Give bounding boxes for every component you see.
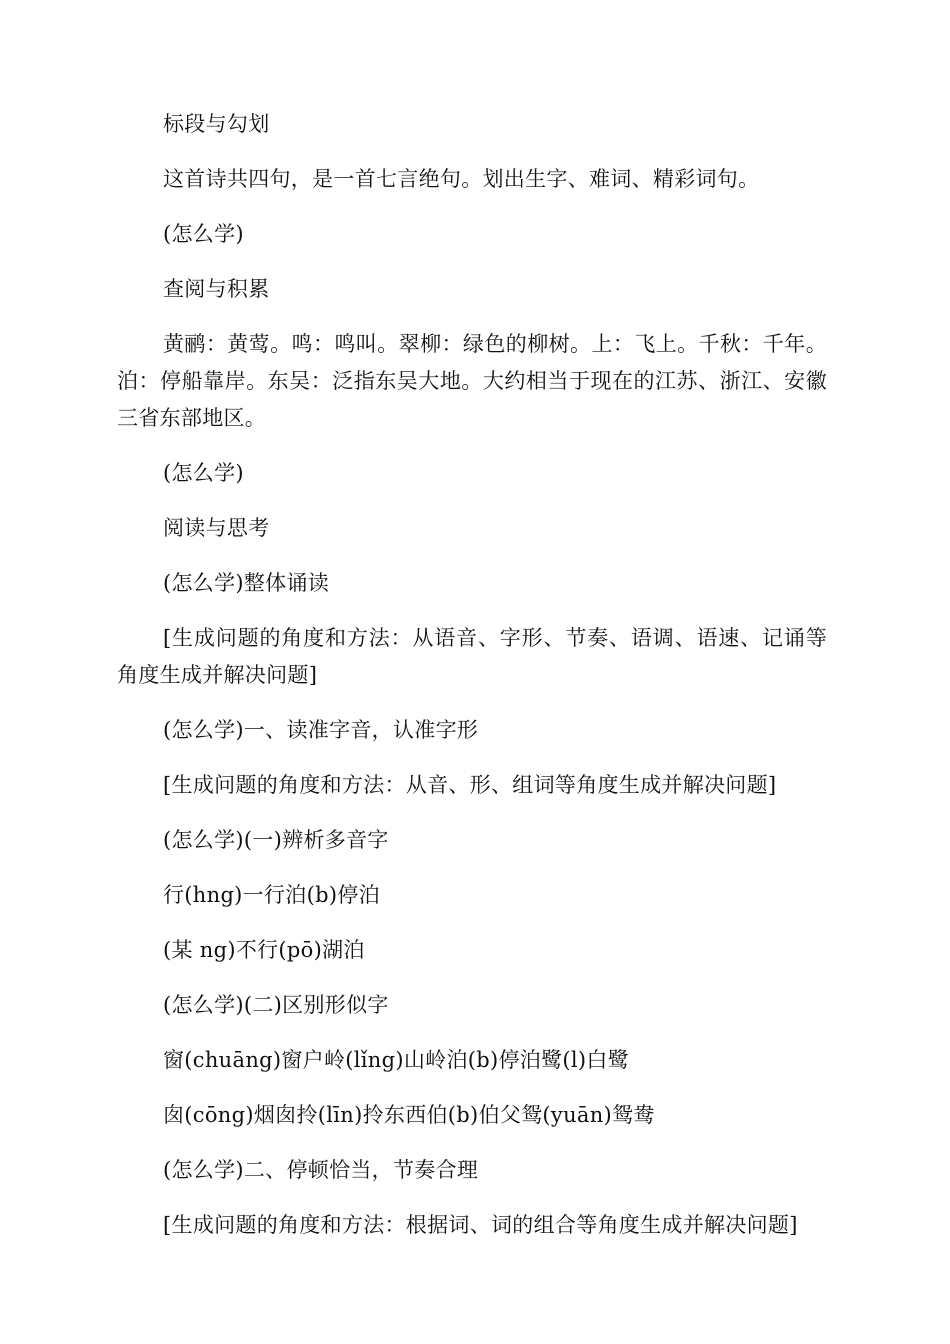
paragraph-method-note: [生成问题的角度和方法：根据词、词的组合等角度生成并解决问题] [163,1213,798,1237]
paragraph-similar-chars-line-2: 囱(cōng)烟囱拎(līn)拎东西伯(b)伯父鸳(yuān)鸳鸯 [163,1103,655,1127]
section-heading-lookup: 查阅与积累 [163,277,270,301]
paragraph-vocabulary: 黄鹂：黄莺。鸣：鸣叫。翠柳：绿色的柳树。上：飞上。千秋：千年。泊：停船靠岸。东吴：泛指东吴大地。大约相当于现在的江苏、浙江、安徽三省东部地区。 [117,332,827,430]
paragraph-method-note: [生成问题的角度和方法：从音、形、组词等角度生成并解决问题] [163,773,777,797]
how-to-learn-label: (怎么学) [163,222,244,246]
paragraph-similar-chars: (怎么学)(二)区别形似字 [163,993,389,1017]
section-heading-reading: 阅读与思考 [163,516,270,540]
how-to-learn-label: (怎么学) [163,461,244,485]
paragraph-polyphonic-line-1: 行(hng)一行泊(b)停泊 [163,883,380,907]
paragraph-similar-chars-line-1: 窗(chuāng)窗户岭(lǐng)山岭泊(b)停泊鹭(l)白鹭 [163,1048,629,1072]
paragraph-overall-recitation: (怎么学)整体诵读 [163,571,330,595]
paragraph-step-one: (怎么学)一、读准字音，认准字形 [163,718,479,742]
paragraph-method-note: [生成问题的角度和方法：从语音、字形、节奏、语调、语速、记诵等角度生成并解决问题] [117,626,827,687]
paragraph-polyphonic: (怎么学)(一)辨析多音字 [163,828,389,852]
paragraph-poem-intro: 这首诗共四句，是一首七言绝句。划出生字、难词、精彩词句。 [163,167,760,191]
document-body [117,106,827,1262]
paragraph-polyphonic-line-2: (某 ng)不行(pō)湖泊 [163,938,365,962]
section-heading-marking: 标段与勾划 [163,112,270,136]
paragraph-step-two: (怎么学)二、停顿恰当，节奏合理 [163,1158,479,1182]
